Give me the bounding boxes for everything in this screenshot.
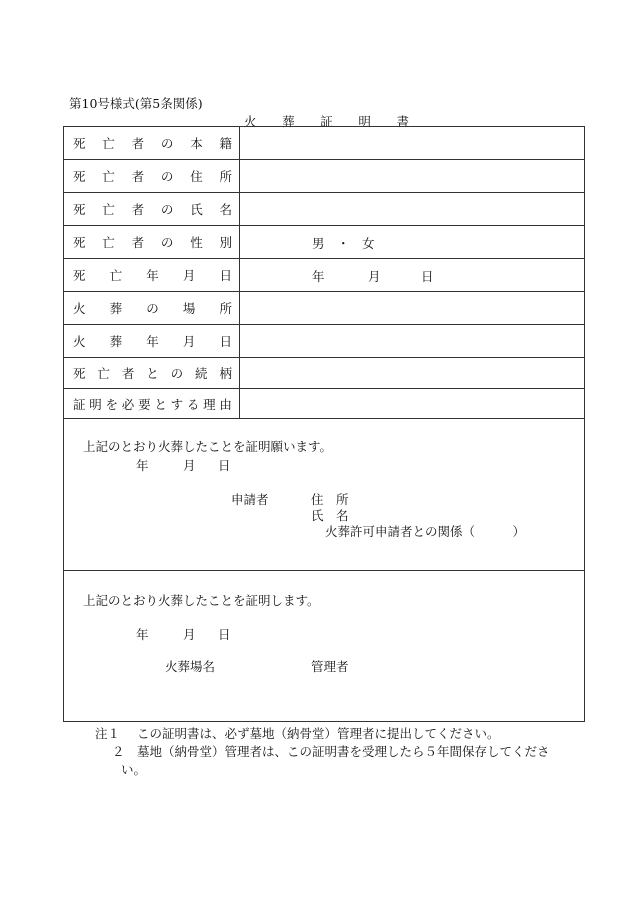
row-label	[64, 259, 240, 291]
applicant-label: 申請者	[231, 492, 269, 507]
row-label-char: 住	[190, 169, 203, 184]
row-label-char: す	[170, 396, 184, 412]
row-label-char: 籍	[219, 136, 232, 151]
row-label-char: の	[160, 136, 174, 151]
row-value: 男 ・ 女	[312, 236, 375, 251]
row-label-char: 火	[73, 301, 86, 316]
row-label-char: 要	[138, 396, 151, 412]
row-label-char: 死	[73, 268, 86, 283]
row-label-char: る	[186, 396, 200, 412]
row-label-char: と	[154, 396, 167, 412]
row-value-cell	[240, 259, 584, 291]
row-label-char: 年	[146, 334, 159, 349]
row-label-char: 者	[131, 136, 145, 151]
record-row	[64, 292, 584, 325]
row-label	[64, 226, 240, 258]
row-label-char: 月	[182, 334, 196, 349]
row-label	[64, 127, 240, 159]
note-1-number: 注１	[95, 726, 121, 741]
row-date-part: 年	[312, 269, 325, 284]
row-label-char: の	[146, 301, 159, 316]
row-label-char: 明	[89, 396, 102, 412]
note-2-text: 墓地（納骨堂）管理者は、この証明書を受理したら５年間保存してくださ	[137, 744, 550, 759]
row-label-char: 日	[219, 268, 232, 283]
form-table	[63, 126, 585, 722]
row-value-cell	[240, 226, 584, 258]
title-char: 証	[320, 114, 333, 129]
row-label-char: 所	[219, 301, 232, 316]
row-label-char: 死	[73, 169, 86, 184]
record-row	[64, 325, 584, 358]
row-label-char: 性	[190, 235, 203, 250]
row-label	[64, 292, 240, 324]
row-label-char: 柄	[219, 366, 232, 381]
row-label-char: の	[170, 366, 184, 381]
row-label-char: の	[160, 202, 174, 217]
row-label-char: 葬	[109, 301, 123, 316]
certify-date-month: 月	[183, 627, 196, 642]
note-1-text: この証明書は、必ず墓地（納骨堂）管理者に提出してください。	[137, 726, 500, 741]
row-date-part: 月	[368, 269, 381, 284]
row-label-char: 月	[182, 268, 196, 283]
relation-label: 火葬許可申請者との関係（ ）	[325, 524, 526, 539]
row-value-cell	[240, 358, 584, 388]
row-label	[64, 193, 240, 225]
record-row	[64, 358, 584, 389]
row-value-cell	[240, 389, 584, 418]
row-label-char: 死	[73, 235, 86, 250]
row-label-char: 場	[182, 301, 196, 316]
request-date-day: 日	[218, 458, 231, 473]
record-row	[64, 226, 584, 259]
row-label	[64, 325, 240, 357]
row-date-part: 日	[421, 269, 434, 284]
address-label: 住 所	[311, 492, 349, 507]
row-label-char: 理	[203, 396, 216, 412]
request-statement: 上記のとおり火葬したことを証明願います。	[83, 439, 333, 454]
row-label-char: 続	[195, 366, 208, 381]
certify-date-day: 日	[218, 627, 231, 642]
row-label-char: 死	[73, 136, 86, 151]
row-label-char: 別	[219, 235, 232, 250]
row-label-char: 者	[131, 202, 145, 217]
row-label	[64, 358, 240, 388]
row-value-cell	[240, 325, 584, 357]
row-label-char: 亡	[102, 202, 115, 217]
row-label-char: 必	[121, 396, 135, 412]
note-2-continuation: い。	[121, 762, 147, 777]
crematorium-label: 火葬場名	[165, 659, 216, 674]
row-label-char: 氏	[190, 202, 203, 217]
record-row	[64, 259, 584, 292]
request-date-month: 月	[183, 458, 196, 473]
record-row	[64, 193, 584, 226]
title-char: 明	[358, 114, 371, 129]
note-2-number: ２	[112, 744, 125, 759]
row-label-char: 火	[73, 334, 86, 349]
row-label-char: 証	[73, 396, 86, 412]
row-label-char: 亡	[102, 169, 115, 184]
row-value-cell	[240, 127, 584, 159]
row-label-char: 本	[190, 136, 203, 151]
certify-statement: 上記のとおり火葬したことを証明します。	[83, 593, 320, 608]
row-label-char: 所	[219, 169, 232, 184]
row-label-char: 由	[219, 396, 232, 412]
row-label	[64, 160, 240, 192]
form-number: 第10号様式(第5条関係)	[69, 96, 203, 111]
row-label-char: 年	[146, 268, 159, 283]
title-char: 書	[396, 114, 409, 129]
name-label: 氏 名	[311, 508, 349, 523]
row-label-char: 亡	[109, 268, 123, 283]
row-label-char: 者	[131, 235, 145, 250]
row-label-char: の	[160, 169, 174, 184]
certify-section	[64, 571, 584, 721]
row-label-char: 葬	[109, 334, 123, 349]
record-row	[64, 127, 584, 160]
row-label-char: と	[146, 366, 159, 381]
manager-label: 管理者	[311, 659, 349, 674]
title-char: 葬	[282, 114, 295, 129]
request-section	[64, 419, 584, 571]
certify-date-year: 年	[136, 627, 149, 642]
row-label-char: 者	[131, 169, 145, 184]
row-label-char: 日	[219, 334, 232, 349]
row-label-char: を	[105, 396, 119, 412]
record-row	[64, 389, 584, 419]
row-label-char: 亡	[102, 136, 115, 151]
title-char: 火	[244, 114, 257, 129]
row-label-char: 亡	[102, 235, 115, 250]
row-value-cell	[240, 292, 584, 324]
row-value-cell	[240, 160, 584, 192]
row-label-char: 名	[219, 202, 232, 217]
row-label	[64, 389, 240, 418]
row-label-char: 死	[73, 202, 86, 217]
request-date-year: 年	[136, 458, 149, 473]
row-value-cell	[240, 193, 584, 225]
row-label-char: 亡	[97, 366, 110, 381]
row-label-char: 者	[121, 366, 135, 381]
row-label-char: の	[160, 235, 174, 250]
record-row	[64, 160, 584, 193]
row-label-char: 死	[73, 366, 86, 381]
